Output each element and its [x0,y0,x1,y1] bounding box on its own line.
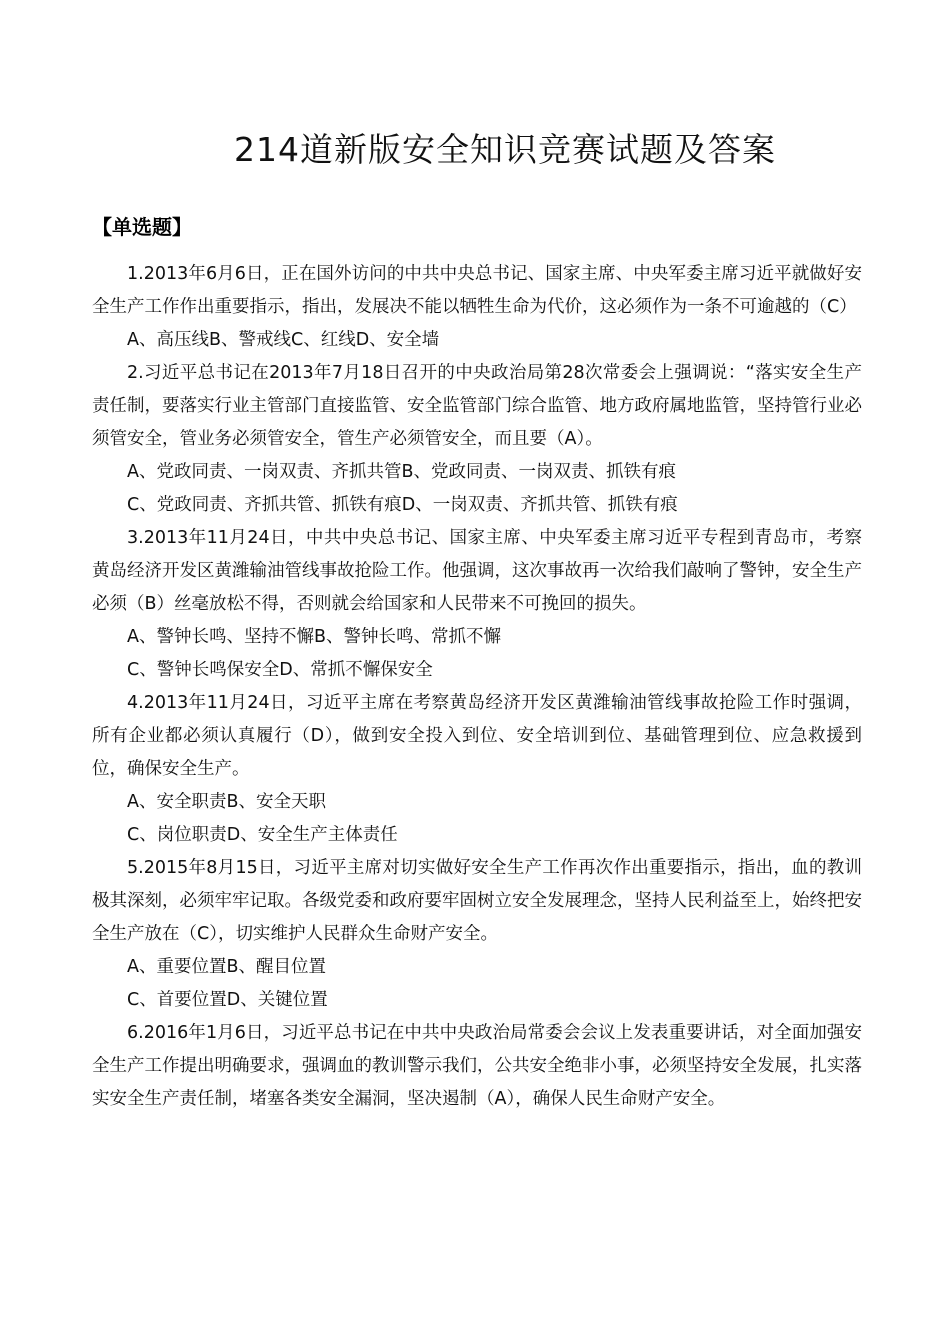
section-heading: 【单选题】 [92,215,192,239]
answer-options: A、警钟长鸣、坚持不懈B、警钟长鸣、常抓不懈 [127,627,501,647]
answer-options: A、重要位置B、醒目位置 [127,957,326,977]
answer-options: A、安全职责B、安全天职 [127,792,326,812]
answer-options: C、党政同责、齐抓共管、抓铁有痕D、一岗双责、齐抓共管、抓铁有痕 [127,495,678,515]
question-paragraph: 1.2013年6月6日，正在国外访问的中共中央总书记、国家主席、中央军委主席习近平就做好安全生产工作作出重要指示，指出，发展决不能以牺牲生命为代价，这必须作为一条不可逾越的（C） [92,264,862,317]
question-paragraph: 2.习近平总书记在2013年7月18日召开的中央政治局第28次常委会上强调说：“落实安全生产责任制，要落实行业主管部门直接监管、安全监管部门综合监管、地方政府属地监管，坚持管行业必须管安全，管业务必须管安全，管生产必须管安全，而且要（A）。 [92,363,862,449]
document-body [92,258,862,1116]
answer-options: C、警钟长鸣保安全D、常抓不懈保安全 [127,660,433,680]
answer-options: C、岗位职责D、安全生产主体责任 [127,825,398,845]
answer-options: C、首要位置D、关键位置 [127,990,328,1010]
answer-options: A、党政同责、一岗双责、齐抓共管B、党政同责、一岗双责、抓铁有痕 [127,462,676,482]
answer-options: A、高压线B、警戒线C、红线D、安全墙 [127,330,440,350]
question-paragraph: 5.2015年8月15日，习近平主席对切实做好安全生产工作再次作出重要指示，指出，血的教训极其深刻，必须牢牢记取。各级党委和政府要牢固树立安全发展理念，坚持人民利益至上，始终把安全生产放在（C），切实维护人民群众生命财产安全。 [92,858,862,944]
question-paragraph: 6.2016年1月6日，习近平总书记在中共中央政治局常委会会议上发表重要讲话，对全面加强安全生产工作提出明确要求，强调血的教训警示我们，公共安全绝非小事，必须坚持安全发展，扎实落实安全生产责任制，堵塞各类安全漏洞，坚决遏制（A），确保人民生命财产安全。 [92,1023,862,1109]
question-paragraph: 3.2013年11月24日，中共中央总书记、国家主席、中央军委主席习近平专程到青岛市，考察黄岛经济开发区黄潍输油管线事故抢险工作。他强调，这次事故再一次给我们敲响了警钟，安全生产必须（B）丝毫放松不得，否则就会给国家和人民带来不可挽回的损失。 [92,528,862,614]
document-title: 214道新版安全知识竞赛试题及答案 [234,130,776,169]
question-paragraph: 4.2013年11月24日，习近平主席在考察黄岛经济开发区黄潍输油管线事故抢险工作时强调，所有企业都必须认真履行（D），做到安全投入到位、安全培训到位、基础管理到位、应急救援到位，确保安全生产。 [92,693,862,779]
